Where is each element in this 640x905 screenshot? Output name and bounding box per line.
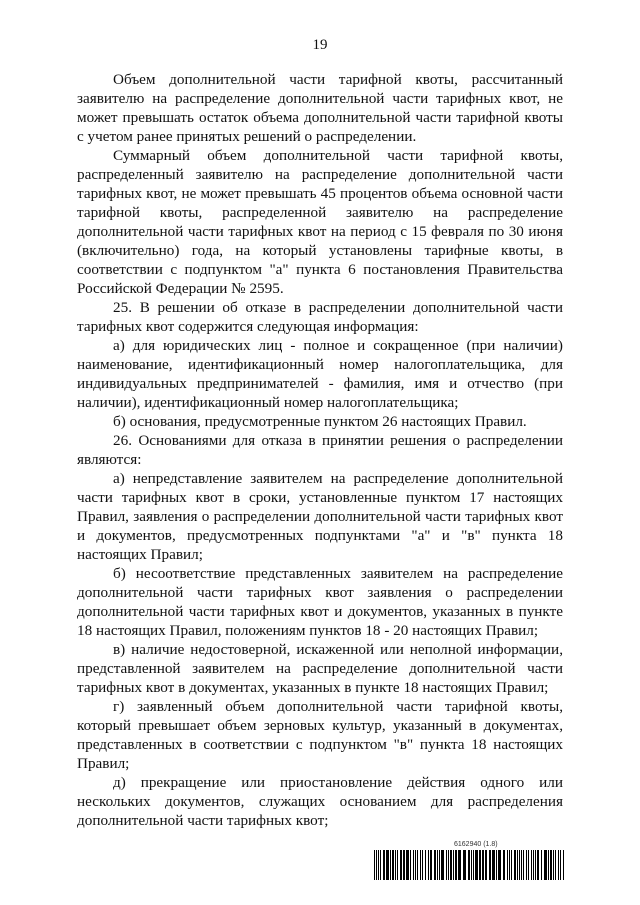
paragraph: в) наличие недостоверной, искаженной или неполной информации, представленной заявителем на распределение дополнительной части тарифных квот в документах, указанных в пункте 18 настоящих Правил;	[77, 641, 563, 696]
paragraph: 25. В решении об отказе в распределении дополнительной части тарифных квот содержится следующая информация:	[77, 299, 563, 335]
barcode	[374, 850, 564, 880]
paragraph: Объем дополнительной части тарифной квоты, рассчитанный заявителю на распределение дополнительной части тарифных квот, не может превышать остаток объема дополнительной части тарифной квоты с учетом ранее принятых решений о распределении.	[77, 71, 563, 145]
page-number: 19	[312, 37, 328, 53]
paragraph: Суммарный объем дополнительной части тарифной квоты, распределенный заявителю на распределение дополнительной части тарифных квот, не может превышать 45 процентов объема основной части тарифной квоты, распределенной заявителю на распределение дополнительной части тарифных квот на период с 15 февраля по 30 июня (включительно) года, на который установлены тарифные квоты, в соответствии с подпунктом "а" пункта 6 постановления Правительства Российской Федерации № 2595.	[77, 147, 563, 297]
document-body	[77, 70, 563, 830]
paragraph: 26. Основаниями для отказа в принятии решения о распределении являются:	[77, 432, 563, 468]
paragraph: а) непредставление заявителем на распределение дополнительной части тарифных квот в сроки, установленные пунктом 17 настоящих Правил, заявления о распределении дополнительной части тарифных квот и документов, предусмотренных подпунктами "а" и "в" пункта 18 настоящих Правил;	[77, 470, 563, 563]
paragraph: б) несоответствие представленных заявителем на распределение дополнительной части тарифных квот заявления о распределении дополнительной части тарифных квот и документов, указанных в пункте 18 настоящих Правил, положениям пунктов 18 - 20 настоящих Правил;	[77, 565, 563, 639]
paragraph: б) основания, предусмотренные пунктом 26 настоящих Правил.	[113, 413, 527, 430]
paragraph: а) для юридических лиц - полное и сокращенное (при наличии) наименование, идентификационный номер налогоплательщика, для индивидуальных предпринимателей - фамилия, имя и отчество (при наличии), идентификационный номер налогоплательщика;	[77, 337, 563, 411]
paragraph: д) прекращение или приостановление действия одного или нескольких документов, служащих основанием для распределения дополнительной части тарифных квот;	[77, 774, 563, 829]
paragraph: г) заявленный объем дополнительной части тарифной квоты, который превышает объем зерновых культур, указанный в документах, представленных в соответствии с подпунктом "в" пункта 18 настоящих Правил;	[77, 698, 563, 772]
document-code: 6162940 (1.8)	[454, 841, 498, 848]
